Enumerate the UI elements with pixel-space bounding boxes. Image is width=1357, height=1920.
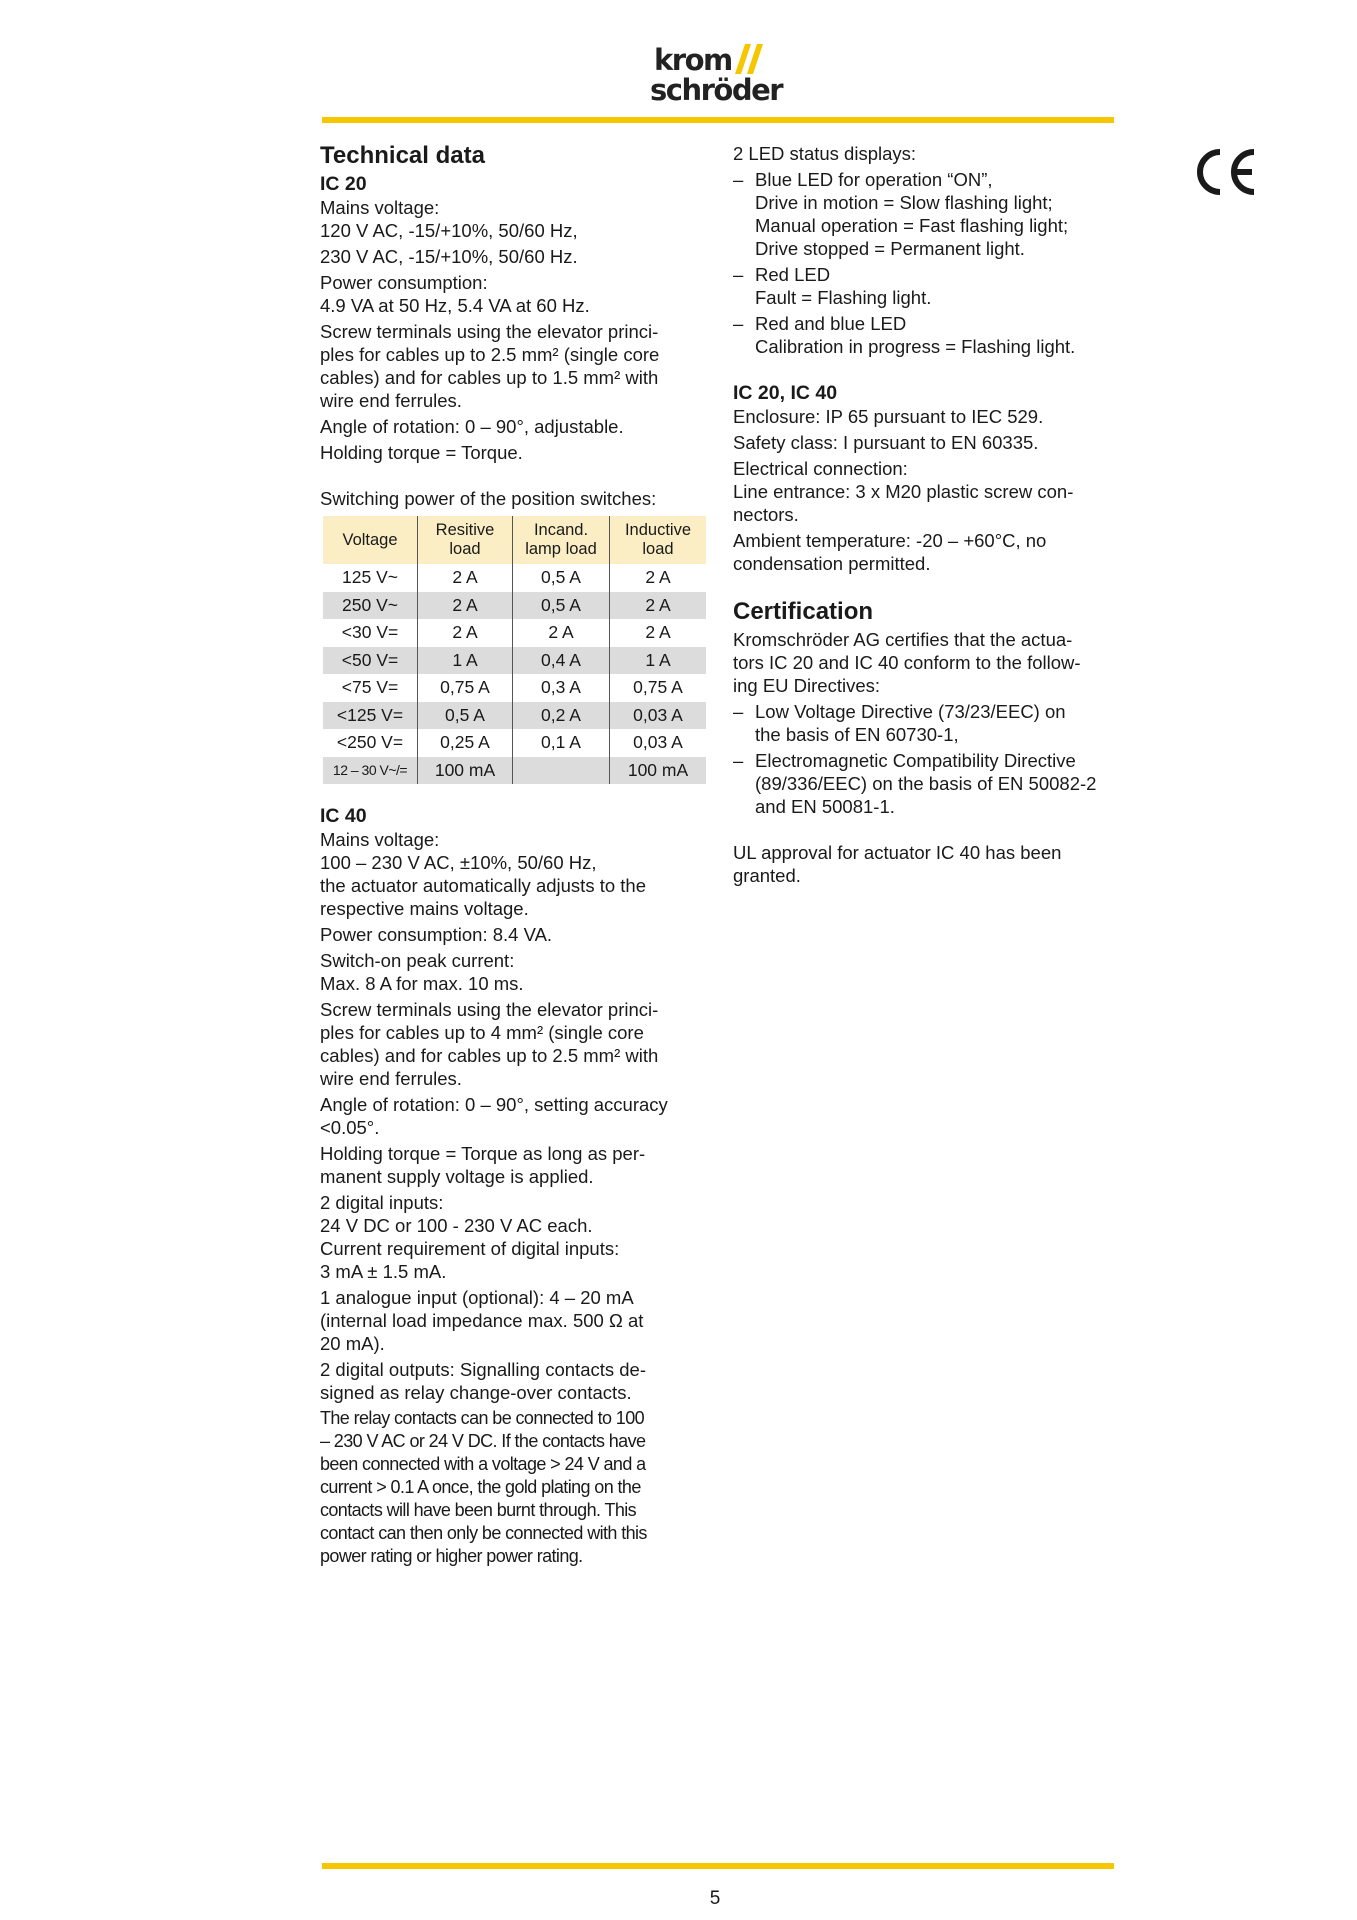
directive-line: Low Voltage Directive (73/23/EEC) on: [755, 701, 1066, 722]
table-cell: 100 mA: [610, 757, 707, 785]
ic40-line: 24 V DC or 100 - 230 V AC each.: [320, 1215, 593, 1236]
led-line: Blue LED for operation “ON”,: [755, 169, 993, 190]
led-item-red: [733, 263, 1118, 309]
ic20-ic40-heading: IC 20, IC 40: [733, 382, 838, 404]
page-number: 5: [709, 1888, 721, 1909]
table-row: [323, 674, 706, 702]
footer-rule: [322, 1863, 1114, 1869]
cert-line: Kromschröder AG certifies that the actua-: [733, 629, 1073, 650]
table-cell: <50 V=: [323, 647, 418, 675]
ic40-line: Screw terminals using the elevator princi-: [320, 999, 659, 1020]
table-cell: 0,03 A: [610, 729, 707, 757]
spec-line: Ambient temperature: -20 – +60°C, no: [733, 530, 1047, 551]
table-cell: <125 V=: [323, 702, 418, 730]
ic40-line: wire end ferrules.: [320, 1068, 462, 1089]
directive-line: (89/336/EEC) on the basis of EN 50082-2: [755, 773, 1097, 794]
table-cell: <75 V=: [341, 677, 399, 698]
table-cell: 2 A: [418, 592, 513, 620]
table-cell: 0,3 A: [513, 674, 610, 702]
table-cell: 2 A: [418, 564, 513, 592]
table-cell: 2 A: [610, 592, 707, 620]
spec-line: Line entrance: 3 x M20 plastic screw con-: [733, 481, 1074, 502]
directive-item-emc: [733, 749, 1118, 818]
ic40-line: contacts will have been burnt through. This: [320, 1500, 637, 1520]
ic40-heading: IC 40: [320, 805, 367, 827]
table-cell: 0,5 A: [513, 564, 610, 592]
table-cell: 0,2 A: [513, 702, 610, 730]
right-column: [733, 142, 1118, 890]
table-cell: 12 – 30 V~/=: [323, 757, 418, 785]
table-cell: 0,03 A: [610, 702, 707, 730]
table-cell: 100 mA: [418, 757, 513, 785]
led-line: Fault = Flashing light.: [755, 287, 932, 308]
spec-line: condensation permitted.: [733, 553, 931, 574]
ic40-line: the actuator automatically adjusts to the: [320, 875, 646, 896]
ic40-line: 100 – 230 V AC, ±10%, 50/60 Hz,: [320, 852, 597, 873]
directive-line: the basis of EN 60730-1,: [755, 724, 959, 745]
logo-text-schroder: schröder: [650, 73, 783, 107]
ic40-line: contact can then only be connected with this: [320, 1523, 647, 1543]
directive-line: Electromagnetic Compatibility Directive: [755, 750, 1076, 771]
ic20-heading: IC 20: [320, 173, 367, 195]
table-cell: 125 V~: [342, 567, 398, 588]
ce-mark-icon: [1190, 146, 1260, 198]
table-cell: 0,75 A: [418, 674, 513, 702]
table-row: [323, 592, 706, 620]
directive-line: and EN 50081-1.: [755, 796, 895, 817]
ic40-line: 20 mA).: [320, 1333, 385, 1354]
ic40-line: <0.05°.: [320, 1117, 380, 1138]
dash-bullet: –: [733, 750, 744, 771]
table-header-cell: Incand. lamp load: [513, 516, 610, 564]
dash-bullet: –: [733, 169, 744, 190]
table-row: [323, 757, 706, 785]
table-row: [323, 619, 706, 647]
kromschroder-logo: [650, 38, 790, 108]
spec-line: Enclosure: IP 65 pursuant to IEC 529.: [733, 406, 1044, 427]
led-intro: 2 LED status displays:: [733, 143, 917, 164]
ic40-line: Switch-on peak current:: [320, 950, 515, 971]
table-cell: 2 A: [610, 619, 707, 647]
ic40-line: cables) and for cables up to 2.5 mm² with: [320, 1045, 659, 1066]
ic40-line: respective mains voltage.: [320, 898, 529, 919]
ic40-line: (internal load impedance max. 500 Ω at: [320, 1310, 644, 1331]
ic20-line: ples for cables up to 2.5 mm² (single core: [320, 344, 660, 365]
ic40-line: signed as relay change-over contacts.: [320, 1382, 632, 1403]
ic40-line: The relay contacts can be connected to 100: [320, 1408, 645, 1428]
table-cell: <30 V=: [341, 622, 399, 643]
led-line: Drive in motion = Slow flashing light;: [755, 192, 1053, 213]
logo-slash-icon: [733, 42, 769, 76]
table-header-row: [323, 516, 706, 564]
ic40-line: Mains voltage:: [320, 829, 440, 850]
ic20-line: 4.9 VA at 50 Hz, 5.4 VA at 60 Hz.: [320, 295, 590, 316]
ic40-line: Max. 8 A for max. 10 ms.: [320, 973, 524, 994]
table-cell: 0,75 A: [610, 674, 707, 702]
cert-line: ing EU Directives:: [733, 675, 881, 696]
switching-power-table: [323, 516, 706, 784]
table-cell: 1 A: [610, 647, 707, 675]
logo-text-krom: krom: [654, 43, 732, 77]
ul-line: UL approval for actuator IC 40 has been: [733, 842, 1062, 863]
table-cell: 2 A: [610, 564, 707, 592]
ic40-line: Power consumption: 8.4 VA.: [320, 924, 553, 945]
ic40-line: been connected with a voltage > 24 V and a: [320, 1454, 646, 1474]
ic20-line: 230 V AC, -15/+10%, 50/60 Hz.: [320, 246, 578, 267]
led-item-blue: [733, 168, 1118, 260]
table-cell: <250 V=: [336, 732, 404, 753]
table-cell: 2 A: [418, 619, 513, 647]
table-header-cell: Inductive load: [610, 516, 707, 564]
led-line: Calibration in progress = Flashing light.: [755, 336, 1076, 357]
table-cell: 0,1 A: [513, 729, 610, 757]
led-line: Drive stopped = Permanent light.: [755, 238, 1025, 259]
ic20-line: Angle of rotation: 0 – 90°, adjustable.: [320, 416, 624, 437]
table-cell: 2 A: [513, 619, 610, 647]
table-cell: 250 V~: [323, 592, 418, 620]
switching-intro: Switching power of the position switches:: [320, 488, 657, 509]
header-rule: [322, 117, 1114, 123]
table-row: [323, 729, 706, 757]
led-item-red-blue: [733, 312, 1118, 358]
led-line: Red LED: [755, 264, 831, 285]
ic20-line: Holding torque = Torque.: [320, 442, 523, 463]
ic40-line: – 230 V AC or 24 V DC. If the contacts have: [320, 1431, 646, 1451]
table-cell: 0,25 A: [418, 729, 513, 757]
ic40-line: Angle of rotation: 0 – 90°, setting accuracy: [320, 1094, 668, 1115]
table-cell: 0,5 A: [418, 702, 513, 730]
certification-title: Certification: [733, 598, 874, 625]
ic20-line: Screw terminals using the elevator princi-: [320, 321, 659, 342]
ic40-line: ples for cables up to 4 mm² (single core: [320, 1022, 644, 1043]
ic40-line: 2 digital outputs: Signalling contacts de-: [320, 1359, 647, 1380]
ic40-line: 1 analogue input (optional): 4 – 20 mA: [320, 1287, 634, 1308]
table-cell: 0,4 A: [513, 647, 610, 675]
table-header-cell: Resitive load: [418, 516, 513, 564]
ic40-line: Holding torque = Torque as long as per-: [320, 1143, 646, 1164]
dash-bullet: –: [733, 264, 744, 285]
spec-line: nectors.: [733, 504, 799, 525]
ic40-line: 2 digital inputs:: [320, 1192, 444, 1213]
ic40-line: power rating or higher power rating.: [320, 1546, 583, 1566]
page-title: Technical data: [320, 142, 485, 169]
table-cell: 0,5 A: [513, 592, 610, 620]
cert-line: tors IC 20 and IC 40 conform to the follow-: [733, 652, 1081, 673]
table-header-cell: Voltage: [323, 516, 418, 564]
table-row: [323, 702, 706, 730]
ic20-line: wire end ferrules.: [320, 390, 462, 411]
ic20-line: 120 V AC, -15/+10%, 50/60 Hz,: [320, 220, 578, 241]
ic20-line: cables) and for cables up to 1.5 mm² with: [320, 367, 659, 388]
ul-line: granted.: [733, 865, 801, 886]
table-cell: [513, 757, 610, 785]
left-column: [320, 142, 710, 1571]
table-row: [323, 564, 706, 592]
ic20-line: Mains voltage:: [320, 197, 440, 218]
ic40-line: current > 0.1 A once, the gold plating on the: [320, 1477, 641, 1497]
table-row: [323, 647, 706, 675]
led-line: Red and blue LED: [755, 313, 907, 334]
dash-bullet: –: [733, 313, 744, 334]
led-line: Manual operation = Fast flashing light;: [755, 215, 1069, 236]
dash-bullet: –: [733, 701, 744, 722]
table-cell: 1 A: [418, 647, 513, 675]
spec-line: Electrical connection:: [733, 458, 908, 479]
directive-item-low-voltage: [733, 700, 1118, 746]
spec-line: Safety class: I pursuant to EN 60335.: [733, 432, 1039, 453]
ic40-line: manent supply voltage is applied.: [320, 1166, 594, 1187]
ic40-line: Current requirement of digital inputs:: [320, 1238, 620, 1259]
ic40-line: 3 mA ± 1.5 mA.: [320, 1261, 447, 1282]
ic20-line: Power consumption:: [320, 272, 488, 293]
